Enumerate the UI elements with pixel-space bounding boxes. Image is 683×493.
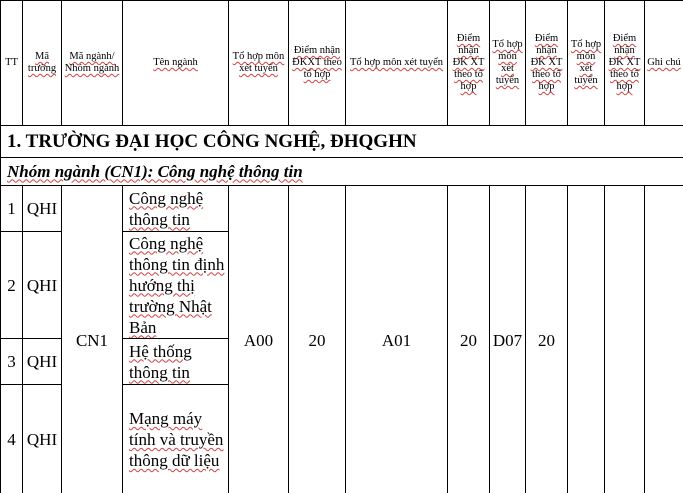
header-ten-nganh: Tên ngành (123, 1, 229, 126)
row-ma-truong: QHI (23, 385, 62, 493)
header-to-hop-3: Tổ hợp môn xét tuyển (490, 1, 526, 126)
row-tt: 2 (1, 232, 23, 339)
table-row (1, 186, 683, 232)
header-row (1, 1, 683, 126)
row-ten-nganh: Mạng máy tính và truyền thông dữ liệu (123, 385, 229, 493)
header-diem-2: Điểm nhận ĐK XT theo tổ hợp (448, 1, 490, 126)
row-ma-truong: QHI (23, 186, 62, 232)
group-diem-4 (605, 186, 645, 493)
group-diem-1: 20 (289, 186, 346, 493)
group-diem-2: 20 (448, 186, 490, 493)
section-row (1, 126, 683, 158)
header-ma-truong: Mã trường (23, 1, 62, 126)
header-ma-nganh: Mã ngành/ Nhóm ngành (62, 1, 123, 126)
row-tt: 4 (1, 385, 23, 493)
group-to-hop-1: A00 (229, 186, 289, 493)
row-ten-nganh: Hệ thống thông tin (123, 339, 229, 385)
row-ma-truong: QHI (23, 232, 62, 339)
group-to-hop-4 (568, 186, 605, 493)
header-diem-1: Điểm nhận ĐKXT theo tổ hợp (289, 1, 346, 126)
group-row (1, 158, 683, 186)
section-title: 1. TRƯỜNG ĐẠI HỌC CÔNG NGHỆ, ĐHQGHN (1, 126, 683, 158)
row-tt: 1 (1, 186, 23, 232)
row-ma-truong: QHI (23, 339, 62, 385)
group-diem-3: 20 (526, 186, 568, 493)
row-ten-nganh: Công nghệ thông tin (123, 186, 229, 232)
row-tt: 3 (1, 339, 23, 385)
header-diem-4: Điểm nhận ĐK XT theo tổ hợp (605, 1, 645, 126)
header-to-hop-1: Tổ hợp môn xét tuyển (229, 1, 289, 126)
group-code: CN1 (62, 186, 123, 493)
header-diem-3: Điểm nhận ĐK XT theo tổ hợp (526, 1, 568, 126)
header-tt: TT (1, 1, 23, 126)
header-ghi-chu: Ghi chú (645, 1, 683, 126)
row-ten-nganh: Công nghệ thông tin định hướng thị trường Nhật Bản (123, 232, 229, 339)
group-to-hop-2: A01 (346, 186, 448, 493)
group-ghi-chu (645, 186, 683, 493)
header-to-hop-2: Tổ hợp môn xét tuyển (346, 1, 448, 126)
group-to-hop-3: D07 (490, 186, 526, 493)
group-title: Nhóm ngành (CN1): Công nghệ thông tin (1, 158, 683, 186)
header-to-hop-4: Tổ hợp môn xét tuyển (568, 1, 605, 126)
